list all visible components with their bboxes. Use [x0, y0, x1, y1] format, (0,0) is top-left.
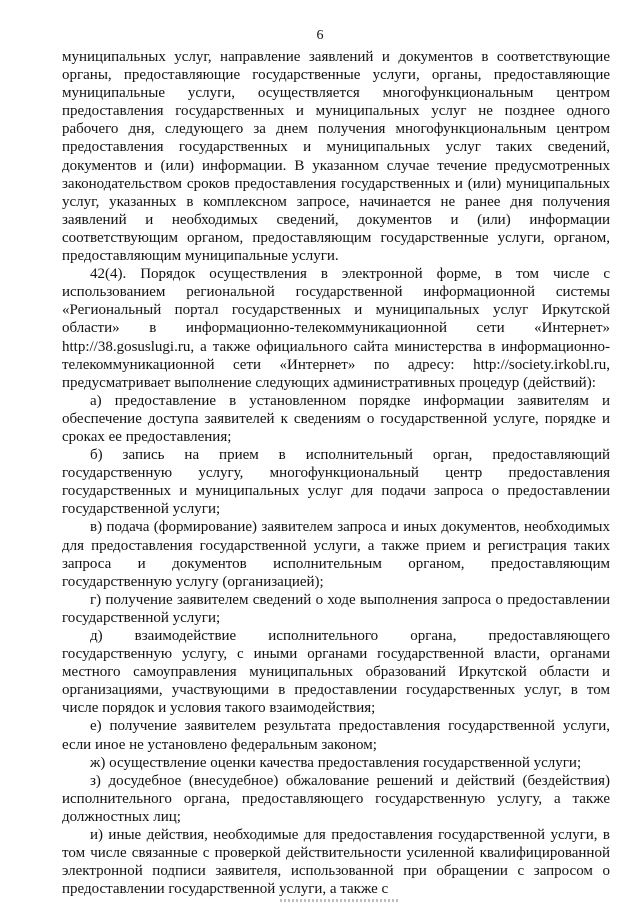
list-item-i: и) иные действия, необходимые для предоставления государственной услуги, в том числе связанные с проверкой действительности усиленной квалифицированной электронной подписи заявителя, использованной при обращении с запросом о предоставлении государственной услуги, а также с: [62, 827, 610, 898]
list-item-d: д) взаимодействие исполнительного органа, предоставляющего государственную услугу, с иными органами государственной власти, органами местного самоуправления муниципальных образований Иркутской области и организациями, участвующими в предоставлении государственных услуг, в том числе порядок и условия такого взаимодействия;: [62, 628, 610, 717]
list-item-g: г) получение заявителем сведений о ходе выполнения запроса о предоставлении государственной услуги;: [62, 591, 610, 626]
paragraph-42-4: 42(4). Порядок осуществления в электронной форме, в том числе с использованием региональной государственной информационной системы «Региональный портал государственных и муниципальных услуг Иркутской области» в информационно-телекоммуникационной сети «Интернет» http://38.gosuslugi.ru, а также официального сайта министерства в информационно-телекоммуникационной сети «Интернет» по адресу: http://society.irkobl.ru, предусматривает выполнение следующих административных процедур (действий):: [62, 266, 610, 391]
scan-artifact: [280, 899, 400, 902]
list-item-e: е) получение заявителем результата предоставления государственной услуги, если иное не установлено федеральным законом;: [62, 718, 610, 753]
list-item-b: б) запись на прием в исполнительный орган, предоставляющий государственную услугу, многофункциональный центр предоставления государственных и муниципальных услуг для подачи запроса о предоставлении государственной услуги;: [62, 447, 610, 518]
list-item-zh: ж) осуществление оценки качества предоставления государственной услуги;: [90, 754, 582, 771]
list-item-a: а) предоставление в установленном порядке информации заявителям и обеспечение доступа заявителей к сведениям о государственной услуге, порядке и сроках ее предоставления;: [62, 392, 610, 445]
paragraph-continuation: муниципальных услуг, направление заявлений и документов в соответствующие органы, предоставляющие государственные услуги, органы, предоставляющие муниципальные услуги, осуществляется многофункциональным центром предоставления государственных и муниципальных услуг не позднее одного рабочего дня, следующего за днем получения многофункциональным центром предоставления государственных и муниципальных услуг таких сведений, документов и (или) информации. В указанном случае течение предусмотренных законодательством сроков предоставления государственных и (или) муниципальных услуг, указанных в комплексном запросе, начинается не ранее дня получения заявлений и необходимых сведений, документов и (или) информации соответствующим органом, предоставляющим государственные услуги, органом, предоставляющим муниципальные услуги.: [62, 49, 610, 265]
document-body: [62, 48, 610, 898]
list-item-v: в) подача (формирование) заявителем запроса и иных документов, необходимых для предоставления государственной услуги, а также прием и регистрация таких запроса и документов исполнительным органом, предоставляющим государственную услугу (организацией);: [62, 519, 610, 590]
list-item-z: з) досудебное (внесудебное) обжалование решений и действий (бездействия) исполнительного органа, предоставляющего государственную услугу, а также должностных лиц;: [62, 772, 610, 825]
page-number: 6: [316, 28, 324, 43]
